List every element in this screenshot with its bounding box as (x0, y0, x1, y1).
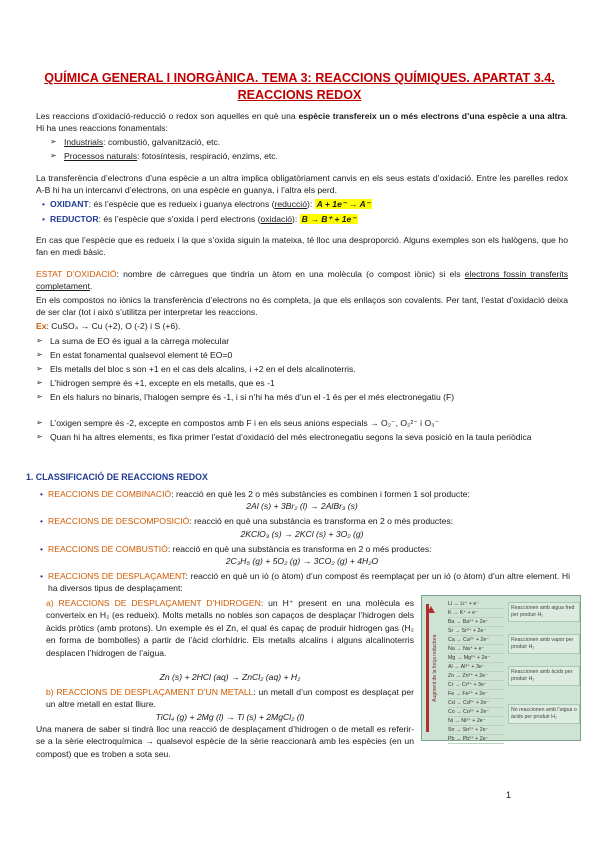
bullet-icon: • (40, 489, 44, 499)
combinacio-text: : reacció en què les 2 o més substàncies es combinen i formen 1 sol producte: (171, 489, 470, 499)
metall-paragraph (46, 686, 414, 711)
arrow-bullet-icon: ➢ (36, 392, 43, 401)
rule-text: L’oxigen sempre és -2, excepte en compostos amb F i en els seus anions especials → O₂⁻, O₂²⁻ i O₃⁻ (50, 418, 440, 428)
page-title: QUÍMICA GENERAL I INORGÀNICA. TEMA 3: REACCIONS QUÍMIQUES. APARTAT 3.4. REACCIONS REDOX (44, 71, 555, 102)
note-cold-water: Reaccionen amb aigua fred per produir H₂ (508, 602, 580, 622)
bullet-icon: • (42, 199, 46, 209)
desplacament-label: REACCIONS DE DESPLAÇAMENT (48, 571, 186, 581)
combustio-text: : reacció en què una substància es transforma en 2 o més productes: (167, 544, 432, 554)
series-row: Ba → Ba²⁺ + 2e⁻ (448, 618, 504, 627)
example-text: : CuSO₄ → Cu (+2), O (-2) i S (+6). (46, 321, 181, 331)
estat-text: : nombre de càrregues que tindria un àtom en una molècula (o compost iònic) si els (116, 269, 465, 279)
series-row: Pb → Pb²⁺ + 2e⁻ (448, 735, 504, 744)
page-number: 1 (506, 790, 512, 800)
reductor-equation: B → B⁺ + 1e⁻ (301, 214, 356, 224)
series-row: Sn → Sn²⁺ + 2e⁻ (448, 726, 504, 735)
series-row: Al → Al³⁺ + 3e⁻ (448, 663, 504, 672)
estat-label: ESTAT D’OXIDACIÓ (36, 269, 117, 279)
oxidant-text-b: ): (306, 199, 315, 209)
oxidant-word: reducció (274, 199, 307, 209)
rule-text: L’hidrogen sempre és +1, excepte en els metalls, que es -1 (50, 378, 275, 388)
rule-text: En els halurs no binaris, l’halogen sempre és -1, i si n’hi ha més d’un el -1 és per el més electronegatiu (F) (50, 392, 455, 402)
series-row: Cd → Cd²⁺ + 2e⁻ (448, 699, 504, 708)
combustio-label: REACCIONS DE COMBUSTIÓ (48, 544, 168, 554)
oxidant-label: OXIDANT (50, 199, 89, 209)
estat-oxidacio-definition (36, 268, 568, 293)
intro-text-a: Les reaccions d’oxidació-reducció o redox son aquelles en què una (36, 111, 299, 121)
arrow-bullet-icon: ➢ (36, 350, 43, 359)
section-heading: 1. CLASSIFICACIÓ DE REACCIONS REDOX (26, 472, 208, 482)
series-row: Na → Na⁺ + e⁻ (448, 645, 504, 654)
series-row: Co → Co²⁺ + 2e⁻ (448, 708, 504, 717)
series-row: K → K⁺ + e⁻ (448, 609, 504, 618)
arrow-bullet-icon: ➢ (36, 418, 43, 427)
metall-label: b) REACCIONS DE DESPLAÇAMENT D’UN METALL (46, 687, 254, 697)
item-text: : fotosíntesis, respiració, enzims, etc. (137, 151, 278, 161)
rule-text: Quan hi ha altres elements, es fixa primer l’estat d’oxidació del més electronegatiu segons la seva posició en la taula periòdica (50, 432, 532, 442)
desproporcio-paragraph: En cas que l’espècie que es redueix i la que s’oxida siguin la mateixa, té lloc una desproporció. Alguns exemples son els halògens, que ho fan en medi bàsic. (36, 235, 568, 258)
hidrogen-label: a) REACCIONS DE DESPLAÇAMENT D’HIDROGEN (46, 598, 261, 608)
oxidant-equation: A + 1e⁻ → A⁻ (316, 199, 371, 209)
metall-text: : un metall d’un compost es desplaçat per un altre metall en estat lliure. (46, 687, 414, 710)
hidrogen-paragraph (46, 597, 414, 659)
note-acids: Reaccionen amb àcids per produir H₂ (508, 666, 580, 686)
bullet-icon: • (40, 544, 44, 554)
series-row: Ni → Ni²⁺ + 2e⁻ (448, 717, 504, 726)
intro-text-c: . Hi ha unes reaccions fonamentals: (36, 111, 568, 134)
estat-text-end: . (89, 281, 93, 292)
arrow-bullet-icon: ➢ (36, 378, 43, 387)
series-paragraph: Una manera de saber si tindrà lloc una reacció de desplaçament d’hidrogen o de metall es referir-se a la sèrie electroquímica → qualsevol espècie de la sèrie reaccionarà amb les espècies (en un compost) que es troben a sota seu. (36, 724, 414, 759)
intro-paragraph (36, 110, 568, 135)
series-column (448, 600, 504, 744)
series-row: Li → Li⁺ + e⁻ (448, 600, 504, 609)
series-row: Ca → Ca²⁺ + 2e⁻ (448, 636, 504, 645)
example-line (36, 320, 568, 332)
axis-label: Augment de la força reductora (431, 634, 438, 702)
bullet-icon: • (40, 516, 44, 526)
series-row: Zn → Zn²⁺ + 2e⁻ (448, 672, 504, 681)
hidrogen-text: : un H⁺ present en una molècula es converteix en H₂ (es redueix). Molts metalls no nobles son capaços de desplaçar l’hidrogen dels àcids pròtics (amb protons). Un exemple és el Zn, el qual és capaç de produir hidrogen gas (H₂ en forma de bombolles) a partir de l’àcid clorhídric. Els metalls alcalins i alguns alcalinoterris desplacen l’hidrogen de l’aigua. (46, 598, 414, 658)
rule-text: La suma de EO és igual a la càrrega molecular (50, 336, 230, 346)
arrow-bullet-icon: ➢ (36, 432, 43, 441)
series-row: Mg → Mg²⁺ + 2e⁻ (448, 654, 504, 663)
arrow-bullet-icon: ➢ (36, 364, 43, 373)
series-row: Sr → Sr²⁺ + 2e⁻ (448, 627, 504, 636)
item-label: Industrials (64, 137, 104, 147)
rule-text: En estat fonamental qualsevol element té EO=0 (50, 350, 233, 360)
reductor-text-b: ): (292, 214, 300, 224)
estat-underlined: electrons fossin transferits completament (36, 269, 569, 292)
descomposicio-equation: 2KClO₃ (s) → 2KCl (s) + 3O₂ (g) (240, 529, 364, 539)
series-row: Fe → Fe²⁺ + 2e⁻ (448, 690, 504, 699)
example-label: Ex (36, 321, 47, 331)
reductor-label: REDUCTOR (50, 214, 99, 224)
bullet-icon: • (40, 571, 44, 581)
rule-text: Els metalls del bloc s son +1 en el cas dels alcalins, i +2 en el dels alcalinoterris. (50, 364, 356, 374)
redox-paragraph: La transferència d’electrons d’una espècie a un altra implica obligatòriament canvis en els seus estats d’oxidació. Entre les parelles redox A-B hi ha un intercanvi d’electrons, on una espècie en guanya, i l’altra els perd. (36, 173, 568, 196)
oxidant-text: : és l’espècie que es redueix i guanya electrons ( (88, 199, 275, 209)
reductor-text: : és l’espècie que s’oxida i perd electrons ( (98, 214, 261, 224)
combustio-equation: 2C₃H₈ (g) + 5O₂ (g) → 3CO₂ (g) + 4H₂O (225, 556, 379, 566)
arrow-bullet-icon: ➢ (36, 336, 43, 345)
arrow-up-icon (427, 606, 435, 613)
note-no-reaction: No reaccionen amb l’aigua o àcids per produir H₂ (508, 704, 580, 724)
combinacio-equation: 2Al (s) + 3Br₂ (l) → 2AlBr₃ (s) (246, 501, 358, 511)
hidrogen-equation: Zn (s) + 2HCl (aq) → ZnCl₂ (aq) + H₂ (159, 672, 301, 682)
metall-equation: TiCl₄ (g) + 2Mg (l) → Ti (s) + 2MgCl₂ (l) (155, 712, 305, 722)
bullet-icon: • (42, 214, 46, 224)
item-label: Processos naturals (64, 151, 138, 161)
descomposicio-label: REACCIONS DE DESCOMPOSICIÓ (48, 516, 190, 526)
reductor-word: oxidació (260, 214, 293, 224)
note-steam: Reaccionen amb vapor per produir H₂ (508, 634, 580, 654)
series-row: Cr → Cr³⁺ + 3e⁻ (448, 681, 504, 690)
item-text: : combustió, galvanització, etc. (103, 137, 221, 147)
descomposicio-text: : reacció en què una substància es transforma en 2 o més productes: (189, 516, 454, 526)
electrochemical-series-table (421, 595, 581, 741)
estat-paragraph: En els compostos no iònics la transferència d’electrons no és completa, ja que els enllaços son covalents. Per tant, l’estat d’oxidació deixa de ser clar (tot i això s’utilitza per interpretar les reaccions. (36, 295, 568, 318)
arrow-bullet-icon: ➢ (50, 137, 57, 146)
intro-text-bold: espècie transfereix un o més electrons d’una espècie a una altra (298, 111, 566, 121)
arrow-bullet-icon: ➢ (50, 151, 57, 160)
desplacament-text: : reacció en què un ió (o àtom) d’un compost és reemplaçat per un ió (o àtom) d’un altre element. Hi ha diversos tipus de desplaçament: (48, 571, 570, 594)
combinacio-label: REACCIONS DE COMBINACIÓ (48, 489, 172, 499)
